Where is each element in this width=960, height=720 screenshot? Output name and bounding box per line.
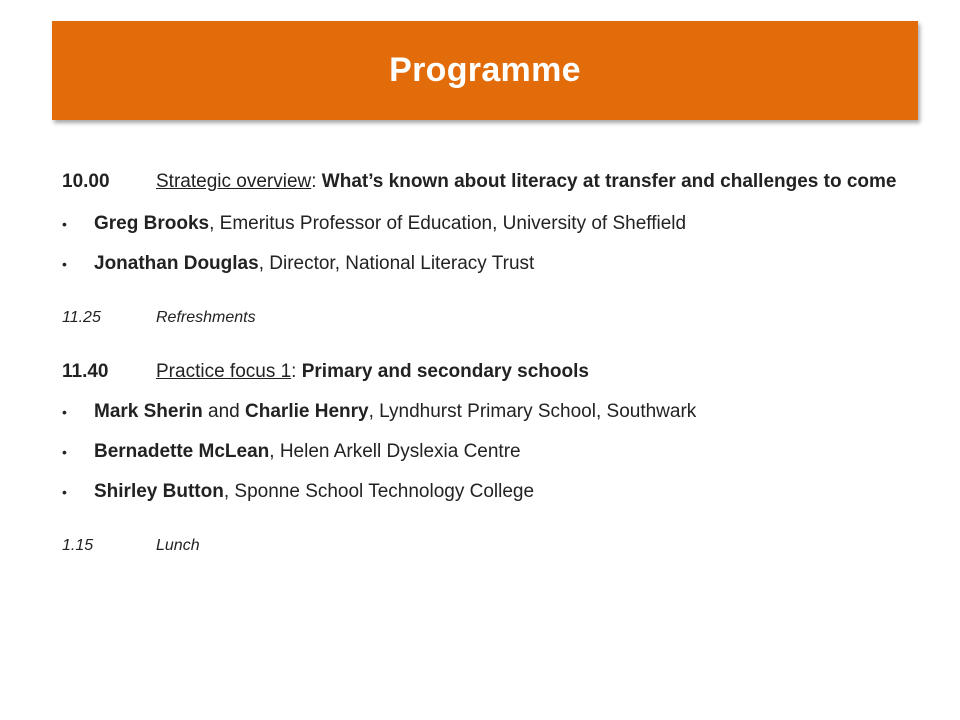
- break-time: 11.25: [62, 309, 101, 326]
- speaker-name: Shirley Button: [94, 481, 224, 502]
- speaker-text: [94, 250, 534, 278]
- speaker-name: Jonathan Douglas: [94, 253, 259, 274]
- speaker-name: Bernadette McLean: [94, 441, 270, 462]
- speaker-role: , Sponne School Technology College: [223, 481, 535, 502]
- bullet-icon: •: [62, 256, 67, 272]
- speaker-name: Mark Sherin: [94, 401, 203, 422]
- break-time: 1.15: [62, 537, 94, 554]
- speaker-text: [94, 438, 521, 466]
- session-topic: What’s known about literacy at transfer and challenges to come: [321, 171, 897, 192]
- break-label: Refreshments: [156, 309, 256, 326]
- speaker-name: Greg Brooks: [94, 213, 210, 234]
- session-heading: Practice focus 1: [156, 361, 292, 382]
- session-1: [62, 168, 922, 196]
- bullet-icon: •: [62, 444, 67, 460]
- speaker-text: [94, 210, 686, 238]
- speaker-item: [62, 478, 922, 506]
- break-label: Lunch: [156, 537, 200, 554]
- session-description: [156, 358, 922, 386]
- speaker-name: Charlie Henry: [245, 401, 369, 422]
- session-2: [62, 358, 922, 386]
- break-lunch: [62, 536, 922, 556]
- speaker-item: [62, 210, 922, 238]
- speaker-role: , Lyndhurst Primary School, Southwark: [368, 401, 697, 422]
- bullet-icon: •: [62, 216, 67, 232]
- session-time: 10.00: [62, 171, 110, 192]
- speaker-joiner: and: [202, 401, 246, 422]
- separator: :: [291, 361, 302, 382]
- title-bar: [52, 21, 918, 120]
- speaker-item: [62, 398, 922, 426]
- session-description: [156, 168, 922, 196]
- break-refreshments: [62, 308, 922, 328]
- speaker-role: , Director, National Literacy Trust: [258, 253, 535, 274]
- bullet-icon: •: [62, 404, 67, 420]
- session-time: 11.40: [62, 361, 109, 382]
- speaker-role: , Emeritus Professor of Education, University of Sheffield: [209, 213, 687, 234]
- session-heading: Strategic overview: [156, 171, 312, 192]
- speaker-text: [94, 398, 696, 426]
- speaker-role: , Helen Arkell Dyslexia Centre: [269, 441, 521, 462]
- page-title: Programme: [389, 51, 581, 89]
- speaker-item: [62, 250, 922, 278]
- separator: :: [311, 171, 322, 192]
- speaker-item: [62, 438, 922, 466]
- session-topic: Primary and secondary schools: [301, 361, 589, 382]
- programme-content: [62, 168, 922, 556]
- speaker-text: [94, 478, 534, 506]
- bullet-icon: •: [62, 484, 67, 500]
